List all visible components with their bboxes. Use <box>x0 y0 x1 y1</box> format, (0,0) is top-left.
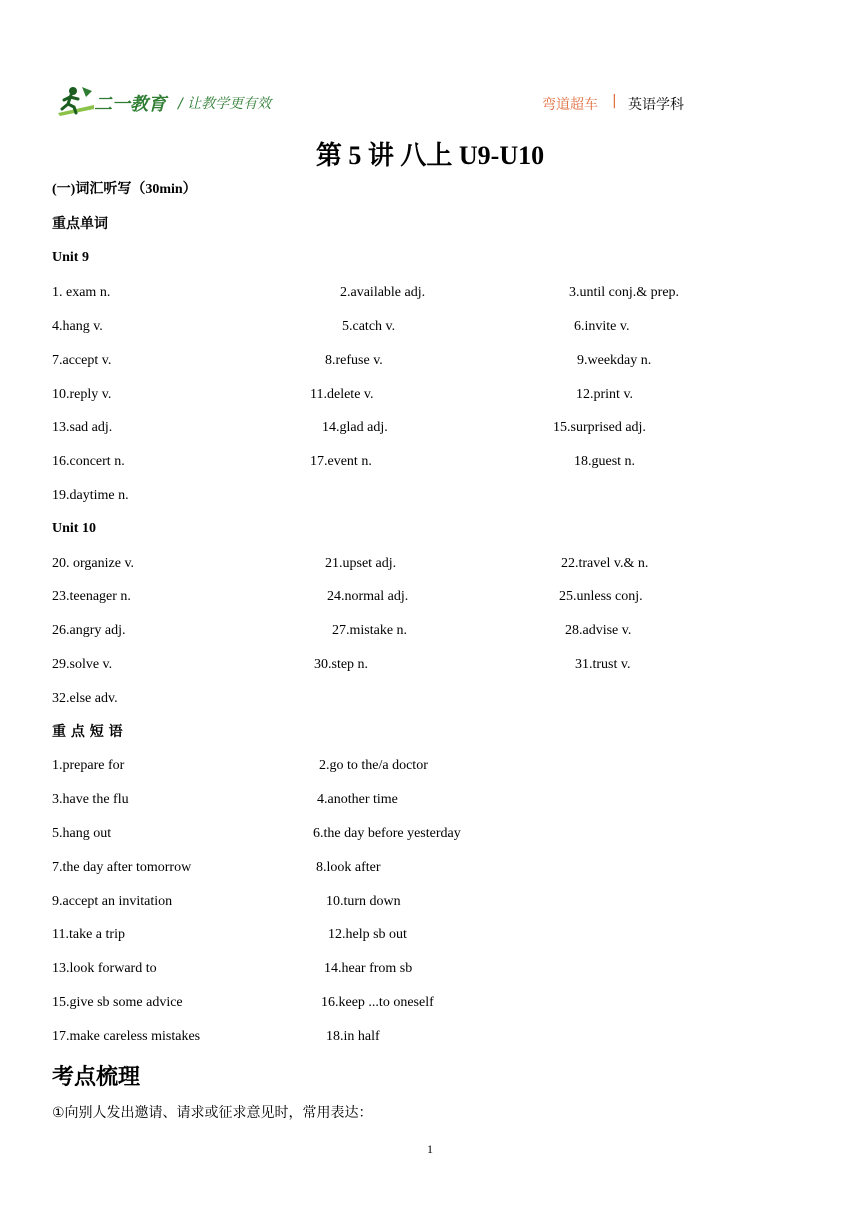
word-item: 4.hang v. <box>52 319 103 334</box>
word-item: 8.refuse v. <box>325 353 383 368</box>
word-item: 32.else adv. <box>52 691 118 706</box>
logo-text: 二一教育 <box>94 94 166 115</box>
phrase-item: 11.take a trip <box>52 927 125 942</box>
header-slogan: / 让教学更有效 <box>178 96 272 112</box>
points-intro: ①向别人发出邀请、请求或征求意见时，常用表达： <box>52 1105 373 1121</box>
phrase-item: 1.prepare for <box>52 758 125 773</box>
phrase-item: 3.have the flu <box>52 792 129 807</box>
word-item: 31.trust v. <box>575 657 631 672</box>
points-heading: 考点梳理 <box>52 1065 141 1090</box>
word-item: 14.glad adj. <box>322 420 388 435</box>
word-item: 9.weekday n. <box>577 353 652 368</box>
phrase-item: 2.go to the/a doctor <box>319 758 428 773</box>
unit10-label: Unit 10 <box>52 521 96 536</box>
word-item: 30.step n. <box>314 657 369 672</box>
word-item: 29.solve v. <box>52 657 113 672</box>
word-item: 24.normal adj. <box>327 589 409 604</box>
phrase-item: 12.help sb out <box>328 927 407 942</box>
word-item: 25.unless conj. <box>559 589 643 604</box>
phrase-item: 10.turn down <box>326 894 401 909</box>
word-item: 28.advise v. <box>565 623 632 638</box>
key-words-label: 重点单词 <box>52 216 108 232</box>
word-item: 21.upset adj. <box>325 556 397 571</box>
word-item: 18.guest n. <box>574 454 636 469</box>
word-item: 2.available adj. <box>340 285 426 300</box>
word-item: 20. organize v. <box>52 556 135 571</box>
word-item: 22.travel v.& n. <box>561 556 649 571</box>
word-item: 15.surprised adj. <box>553 420 646 435</box>
word-item: 13.sad adj. <box>52 420 113 435</box>
word-item: 17.event n. <box>310 454 372 469</box>
word-item: 1. exam n. <box>52 285 111 300</box>
logo-runner-icon <box>56 85 96 117</box>
phrase-item: 14.hear from sb <box>324 961 413 976</box>
word-item: 10.reply v. <box>52 387 112 402</box>
phrase-item: 7.the day after tomorrow <box>52 860 192 875</box>
unit9-label: Unit 9 <box>52 250 89 265</box>
phrase-item: 16.keep ...to oneself <box>321 995 434 1010</box>
phrases-label: 重 点 短 语 <box>52 724 123 740</box>
word-item: 3.until conj.& prep. <box>569 285 680 300</box>
page-title: 第 5 讲 八上 U9-U10 <box>315 141 545 170</box>
word-item: 12.print v. <box>576 387 634 402</box>
word-item: 27.mistake n. <box>332 623 408 638</box>
word-item: 19.daytime n. <box>52 488 129 503</box>
word-item: 5.catch v. <box>342 319 396 334</box>
word-item: 7.accept v. <box>52 353 112 368</box>
header-tag: 弯道超车 <box>542 97 598 113</box>
word-item: 6.invite v. <box>574 319 630 334</box>
phrase-item: 17.make careless mistakes <box>52 1029 201 1044</box>
phrase-item: 15.give sb some advice <box>52 995 183 1010</box>
header-separator: | <box>612 93 617 109</box>
word-item: 11.delete v. <box>310 387 374 402</box>
word-item: 23.teenager n. <box>52 589 131 604</box>
header-subject: 英语学科 <box>628 97 684 113</box>
phrase-item: 6.the day before yesterday <box>313 826 461 841</box>
phrase-item: 18.in half <box>326 1029 380 1044</box>
page-number: 1 <box>427 1142 433 1156</box>
phrase-item: 8.look after <box>316 860 381 875</box>
phrase-item: 4.another time <box>317 792 398 807</box>
phrase-item: 13.look forward to <box>52 961 157 976</box>
phrase-item: 5.hang out <box>52 826 112 841</box>
word-item: 16.concert n. <box>52 454 125 469</box>
section-heading: (一)词汇听写（30min） <box>52 182 197 197</box>
word-item: 26.angry adj. <box>52 623 126 638</box>
phrase-item: 9.accept an invitation <box>52 894 173 909</box>
